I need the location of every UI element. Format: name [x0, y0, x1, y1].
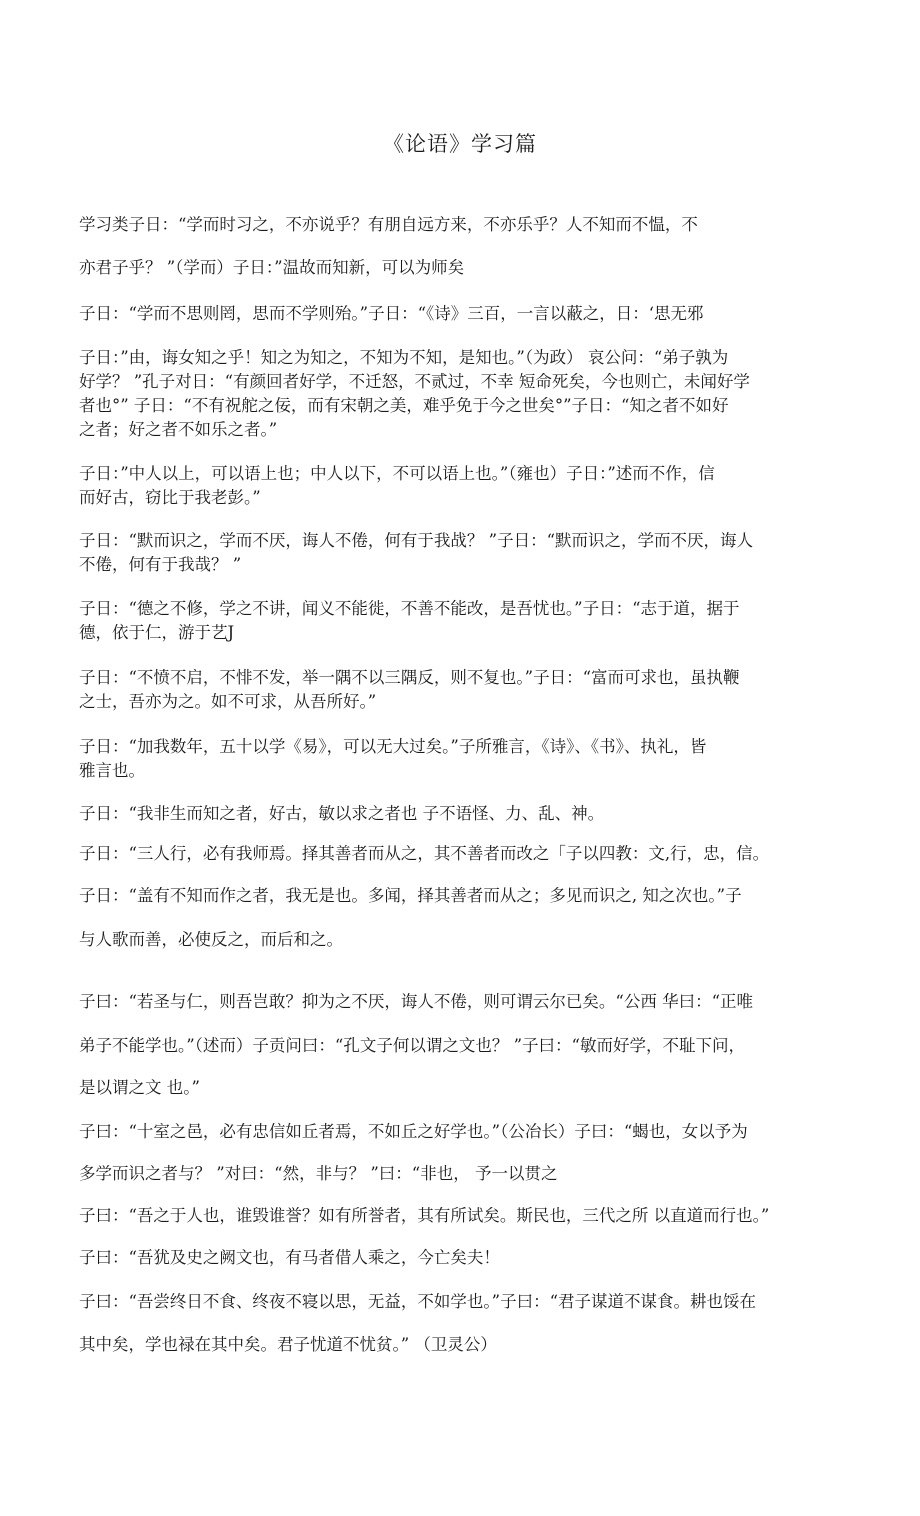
text-line: 雅言也。	[79, 761, 145, 780]
text-line: 是以谓之文 也。”	[79, 1078, 200, 1097]
text-line: 子日：“默而识之，学而不厌，诲人不倦，何有于我战？ ”子日：“默而识之，学而不厌，诲人	[79, 531, 754, 550]
text-line: 子日：“德之不修，学之不讲，闻义不能徙，不善不能改，是吾忧也。”子日：“志于道，据于	[79, 599, 740, 618]
document-title: 《论语》学习篇	[383, 132, 537, 156]
text-line: 弟子不能学也。”（述而）子贡问曰：“孔文子何以谓之文也？ ”子曰：“敏而好学，不耻下问，	[79, 1036, 745, 1055]
text-line: 子曰：“若圣与仁，则吾岂敢？抑为之不厌，诲人不倦，则可谓云尔已矣。“公西 华曰：“正唯	[79, 992, 754, 1011]
text-line: 亦君子乎？ ”（学而）子日：”温故而知新，可以为师矣	[79, 258, 465, 277]
text-line: 子日：”中人以上，可以语上也；中人以下，不可以语上也。”（雍也）子日：”述而不作，信	[79, 464, 715, 483]
text-line: 之士，吾亦为之。如不可求，从吾所好。”	[79, 692, 377, 711]
text-line: 不倦，何有于我哉？ ”	[79, 555, 242, 574]
text-line: 之者；好之者不如乐之者。”	[79, 420, 278, 439]
text-line: 而好古，窃比于我老彭。”	[79, 488, 261, 507]
text-line: 其中矣，学也禄在其中矣。君子忧道不忧贫。” （卫灵公）	[79, 1335, 497, 1354]
text-line: 子曰：“十室之邑，必有忠信如丘者焉，不如丘之好学也。”（公冶长）子曰：“蝎也，女以予为	[79, 1122, 748, 1141]
text-line: 德，依于仁，游于艺J	[79, 623, 235, 642]
text-line: 子曰：“吾尝终日不食、终夜不寝以思，无益，不如学也。”子曰：“君子谋道不谋食。耕也馁在	[79, 1292, 757, 1311]
text-line: 子日：“三人行，必有我师焉。择其善者而从之，其不善者而改之「子以四教：文,行，忠，信。	[79, 844, 770, 863]
text-line: 好学？ ”孔子对日：“有颜回者好学，不迁怒，不贰过，不幸 短命死矣，今也则亡，未闻好学	[79, 372, 750, 391]
text-line: 者也°” 子日：“不有祝舵之佞，而有宋朝之美，难乎免于今之世矣°”子日：“知之者不如好	[79, 396, 729, 415]
text-line: 多学而识之者与？ ”对曰：“然，非与？ ”曰：“非也， 予一以贯之	[79, 1164, 558, 1183]
text-line: 子曰：“吾之于人也，谁毁谁誉？如有所誉者，其有所试矣。斯民也，三代之所 以直道而行也。”	[79, 1206, 770, 1225]
text-line: 子日：“我非生而知之者，好古，敏以求之者也 子不语怪、力、乱、神。	[79, 804, 605, 823]
text-line: 子日：“盖有不知而作之者，我无是也。多闻，择其善者而从之；多见而识之, 知之次也。”子	[79, 886, 742, 905]
text-line: 学习类子日：“学而时习之，不亦说乎？有朋自远方来，不亦乐乎？人不知而不愠，不	[79, 215, 698, 234]
text-line: 与人歌而善，必使反之，而后和之。	[79, 930, 343, 949]
text-line: 子曰：“吾犹及史之阙文也，有马者借人乘之，今亡矣夫！	[79, 1248, 500, 1267]
text-line: 子日：“不愤不启，不悱不发，举一隅不以三隅反，则不复也。”子日：“富而可求也，虽执鞭	[79, 668, 740, 687]
text-line: 子日：“加我数年，五十以学《易》，可以无大过矣。”子所雅言，《诗》、《书》、执礼，皆	[79, 737, 707, 756]
text-line: 子日：“学而不思则罔，思而不学则殆。”子日：“《诗》三百，一言以蔽之，日：‘思无邪	[79, 304, 704, 323]
text-line: 子日：”由，诲女知之乎！知之为知之，不知为不知，是知也。”（为政） 哀公问：“弟子孰为	[79, 348, 729, 367]
